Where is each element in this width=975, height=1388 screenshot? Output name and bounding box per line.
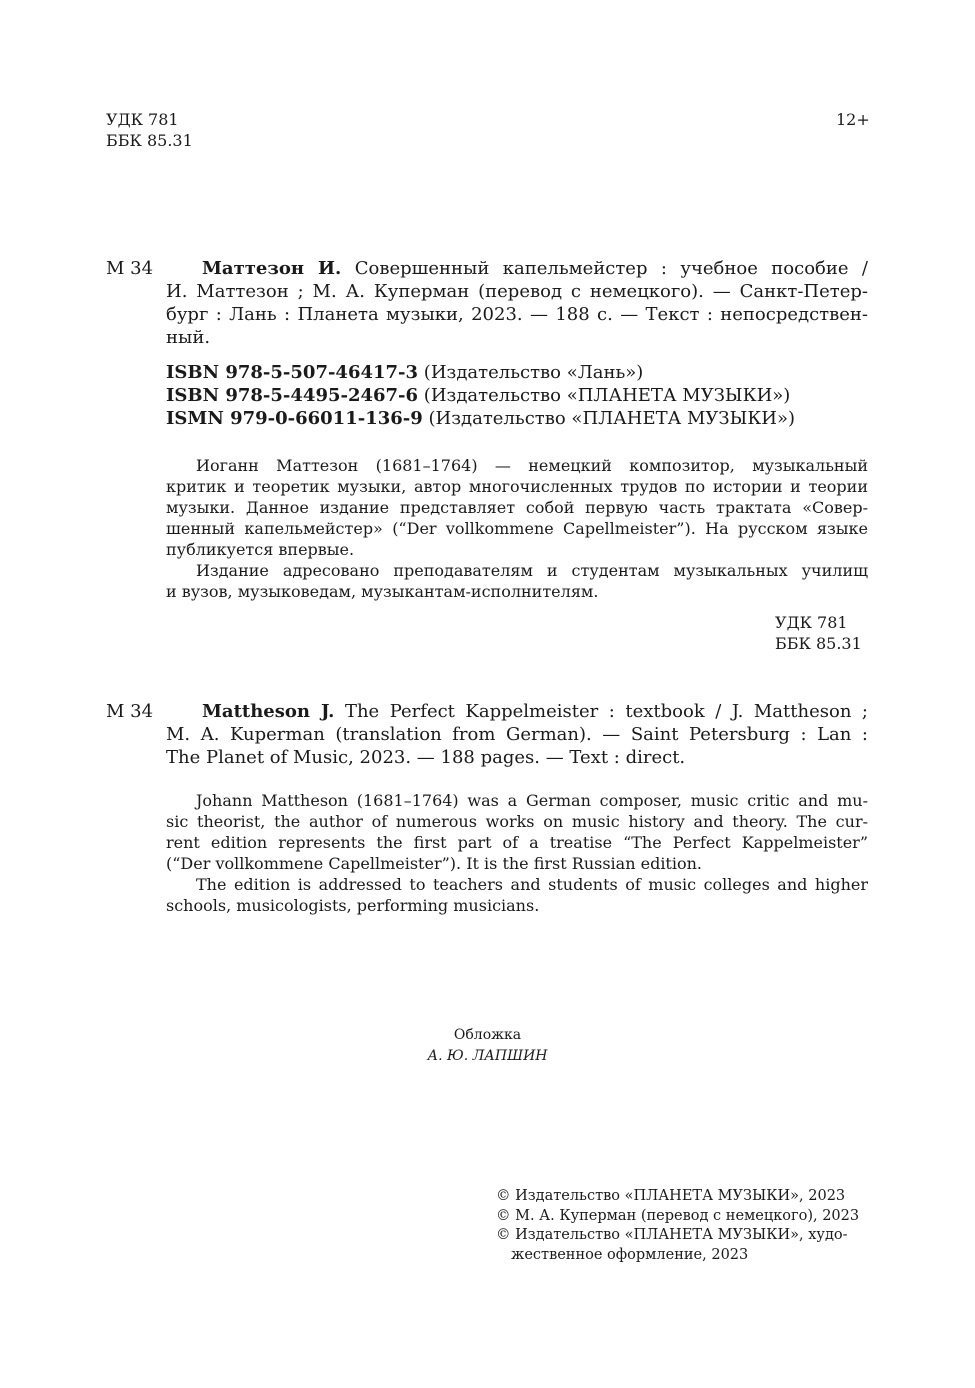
ru-audience: и вузов, музыковедам, музыкантам-исполнителям. [166,582,599,601]
copyright-line: © Издательство «ПЛАНЕТА МУЗЫКИ», 2023 [496,1188,846,1204]
copyright-line: © М. А. Куперман (перевод с немецкого), 2023 [496,1207,860,1224]
copyright-line: © Издательство «ПЛАНЕТА МУЗЫКИ», худо- [496,1227,848,1243]
ru-record-line: ный. [166,327,211,348]
en-audience: The edition is addressed to teachers and students of music colleges and higher [196,875,868,894]
ru-record-line: И. Маттезон ; М. А. Куперман (перевод с немецкого). — Санкт-Петер- [166,281,868,302]
ru-author: Маттезон И. [202,258,342,279]
cover-credit-label: Обложка [453,1027,522,1043]
ru-record-line: бург : Лань : Планета музыки, 2023. — 188 с. — Текст : непосредствен- [166,304,868,325]
copyright-block [496,1187,859,1265]
ru-record-description [166,257,868,349]
isbn-entry: ISBN 978-5-507-46417-3 (Издательство «Лань») [166,362,644,383]
en-audience: schools, musicologists, performing musicians. [166,896,540,915]
ru-classification [775,612,862,654]
ismn-entry: ISMN 979-0-66011-136-9 (Издательство «ПЛАНЕТА МУЗЫКИ») [166,408,796,429]
en-record-line: Mattheson J. The Perfect Kappelmeister : textbook / J. Mattheson ; [202,701,868,722]
header-classification [106,109,193,151]
age-rating: 12+ [836,110,870,129]
isbn-entry: ISBN 978-5-4495-2467-6 (Издательство «ПЛАНЕТА МУЗЫКИ») [166,385,791,406]
ru-udk-code: УДК 781 [775,613,848,632]
en-record-code: М 34 [106,701,154,722]
en-annotation: Johann Mattheson (1681–1764) was a German composer, music critic and mu- sic theorist, the author of numerous works on music history and theory. The cur- rent edition represents the first part of a treatise “The Perfect Kappelmeister” (“Der vollkommene Capellmeister”). It is the first Russian edition. The edition is addressed to teachers and students of music colleges and higher schools, musicologists, performing musicians. [166,791,868,915]
cover-credit [0,1025,975,1067]
ru-record-code: М 34 [106,258,154,279]
ru-record-line: Маттезон И. Совершенный капельмейстер : учебное пособие / [202,258,869,279]
bbk-code: ББК 85.31 [106,131,193,150]
en-record-line: M. A. Kuperman (translation from German). — Saint Petersburg : Lan : [166,724,868,745]
ru-bbk-code: ББК 85.31 [775,634,862,653]
en-record-description [166,700,868,769]
en-record-line: The Planet of Music, 2023. — 188 pages. — Text : direct. [166,747,686,768]
ru-audience: Издание адресовано преподавателям и студентам музыкальных училищ [196,561,868,580]
ru-annotation: Иоганн Маттезон (1681–1764) — немецкий композитор, музыкальный критик и теоретик музыки, автор многочисленных трудов по истории и теории музыки. Данное издание представляет собой первую часть трактата «Совер- шенный капельмейстер» (“Der vollkommene Capellmeister”). На русском языке публикуется впервые. Издание адресовано преподавателям и студентам музыкальных училищ и вузов, музыковедам, музыкантам-исполнителям. [166,456,868,601]
copyright-line: жественное оформление, 2023 [511,1246,749,1263]
isbn-list [166,361,795,430]
en-author: Mattheson J. [202,701,335,722]
udk-code: УДК 781 [106,110,179,129]
cover-artist-name: А. Ю. ЛАПШИН [427,1048,548,1064]
